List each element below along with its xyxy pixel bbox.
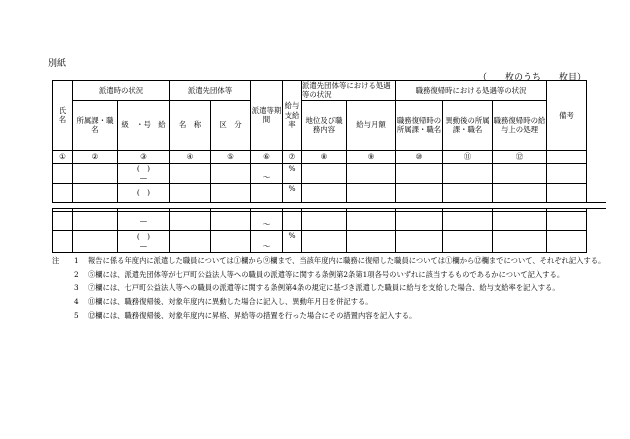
table-cell xyxy=(493,230,547,252)
table-cell xyxy=(53,211,73,230)
rate-cell xyxy=(283,230,302,252)
table-cell xyxy=(211,230,251,252)
column-number: ⑦ xyxy=(283,150,302,163)
column-number: ⑤ xyxy=(211,150,251,163)
column-number: ③ xyxy=(118,150,170,163)
table-cell xyxy=(302,230,347,252)
table-cell xyxy=(170,163,211,183)
header-dest-class: 区 分 xyxy=(211,100,251,150)
table-cell xyxy=(302,183,347,203)
table-break-line xyxy=(52,202,606,203)
period-cell xyxy=(251,211,283,230)
column-number: ① xyxy=(53,150,73,163)
header-dept-title: 所属課・職 名 xyxy=(73,100,118,150)
table-cell xyxy=(347,163,396,183)
header-grade: 級 ・号 給 xyxy=(118,100,170,150)
header-dispatch-status: 派遣時の状況 xyxy=(73,81,170,101)
dispatch-report-table xyxy=(52,80,587,253)
note-item xyxy=(52,281,608,295)
percent-mark: % xyxy=(288,230,296,240)
table-cell xyxy=(547,163,587,183)
table-cell xyxy=(396,183,443,203)
percent-mark: % xyxy=(288,163,296,173)
note-number: 3 xyxy=(74,283,79,293)
header-treatment-on-return: 職務復帰時における処遇等の状況 xyxy=(396,81,547,101)
table-cell xyxy=(170,230,211,252)
note-number: 4 xyxy=(74,297,79,307)
table-cell xyxy=(170,183,211,203)
notes-heading: 注 xyxy=(52,256,60,265)
paren-mark: ( ) xyxy=(136,231,151,241)
wave-mark: ～ xyxy=(262,241,271,251)
note-text: ⑪欄には、職務復帰後、対象年度内に異動した場合に記入し、異動年月日を併記する。 xyxy=(88,297,373,307)
period-cell xyxy=(251,230,283,252)
table-cell xyxy=(347,183,396,203)
table-cell xyxy=(211,183,251,203)
table-cell xyxy=(547,230,587,252)
table-cell xyxy=(347,211,396,230)
table-cell xyxy=(73,183,118,203)
table-cell xyxy=(73,230,118,252)
header-treatment-at-destination: 派遣先団体等における処遇等の状況 xyxy=(302,81,396,101)
table-cell xyxy=(396,230,443,252)
table-cell xyxy=(443,230,493,252)
column-number: ④ xyxy=(170,150,211,163)
note-item xyxy=(52,254,608,268)
column-number: ⑨ xyxy=(347,150,396,163)
note-number: 2 xyxy=(74,269,79,279)
grade-cell xyxy=(118,163,170,183)
table-break-line xyxy=(52,208,606,209)
wave-mark: ～ xyxy=(262,219,271,229)
note-text: ⑫欄には、職務復帰後、対象年度内に昇格、昇給等の措置を行った場合にその措置内容を記入する。 xyxy=(88,310,417,320)
table-cell xyxy=(53,183,73,203)
table-cell xyxy=(396,163,443,183)
paren-mark: ( ) xyxy=(136,163,151,173)
table-cell xyxy=(396,211,443,230)
header-dest-name: 名 称 xyxy=(170,100,211,150)
percent-mark: % xyxy=(288,183,296,193)
column-number: ⑪ xyxy=(443,150,493,163)
table-cell xyxy=(73,211,118,230)
note-number: 5 xyxy=(74,310,79,320)
period-cell xyxy=(251,163,283,183)
table-cell xyxy=(547,183,587,203)
grade-cell xyxy=(118,230,170,252)
table-cell xyxy=(211,163,251,183)
page-count-label: （ 枚のうち 枚目） xyxy=(478,73,587,83)
rate-cell xyxy=(283,163,302,183)
note-number: 1 xyxy=(74,256,79,265)
table-cell xyxy=(347,230,396,252)
table-cell xyxy=(170,211,211,230)
note-text: 報告に係る年度内に派遣した職員については①欄から⑨欄まで、当該年度内に職務に復帰した職員については①欄から⑫欄までについて、それぞれ記入する。 xyxy=(88,256,606,265)
note-item xyxy=(52,268,608,282)
table-cell xyxy=(443,163,493,183)
header-salary-handling: 職務復帰時の給与上の処理 xyxy=(493,100,547,150)
table-cell xyxy=(53,163,73,183)
header-destination: 派遣先団体等 xyxy=(170,81,251,101)
column-number: ⑥ xyxy=(251,150,283,163)
header-supplement-rate: 給与支給率 xyxy=(283,81,302,151)
column-number: ⑫ xyxy=(493,150,547,163)
table-cell xyxy=(443,211,493,230)
document-label: 別紙 xyxy=(48,59,67,69)
column-number: ⑩ xyxy=(396,150,443,163)
paren-mark: ( ) xyxy=(136,188,151,198)
column-number xyxy=(547,150,587,163)
column-number: ② xyxy=(73,150,118,163)
note-text: ⑤欄には、派遣先団体等が七戸町公益法人等への職員の派遣等に関する条例第2条第1項各号のいずれに該当するものであるかについて記入する。 xyxy=(88,269,565,279)
dash-mark: — xyxy=(139,215,148,225)
table-cell xyxy=(302,163,347,183)
dash-mark: — xyxy=(139,241,148,250)
header-remarks: 備考 xyxy=(547,81,587,151)
table-cell xyxy=(251,183,283,203)
note-item xyxy=(52,309,608,323)
table-cell xyxy=(53,230,73,252)
table-cell xyxy=(302,211,347,230)
header-period: 派遣等期 間 xyxy=(251,81,283,151)
grade-cell xyxy=(118,183,170,203)
notes-section xyxy=(52,254,608,323)
header-return-dept: 職務復帰時の所属課・職名 xyxy=(396,100,443,150)
table-cell xyxy=(73,163,118,183)
table-cell xyxy=(493,183,547,203)
table-cell xyxy=(493,211,547,230)
note-item xyxy=(52,295,608,309)
note-text: ⑦欄には、七戸町公益法人等への職員の派遣等に関する条例第4条の規定に基づき派遣した職員に給与を支給した場合、給与支給率を記入する。 xyxy=(88,283,560,293)
table-cell xyxy=(443,183,493,203)
rate-cell xyxy=(283,183,302,203)
table-cell xyxy=(493,163,547,183)
header-name: 氏 名 xyxy=(53,81,73,151)
header-transfer-dept: 異動後の所属課・職名 xyxy=(443,100,493,150)
wave-mark: ～ xyxy=(262,172,271,182)
header-position-duties: 地位及び職務内容 xyxy=(302,100,347,150)
table-cell xyxy=(547,211,587,230)
dash-mark: — xyxy=(139,173,148,182)
table-cell xyxy=(283,211,302,230)
header-salary-amount: 給与月額 xyxy=(347,100,396,150)
grade-cell xyxy=(118,211,170,230)
table-cell xyxy=(211,211,251,230)
column-number: ⑧ xyxy=(302,150,347,163)
